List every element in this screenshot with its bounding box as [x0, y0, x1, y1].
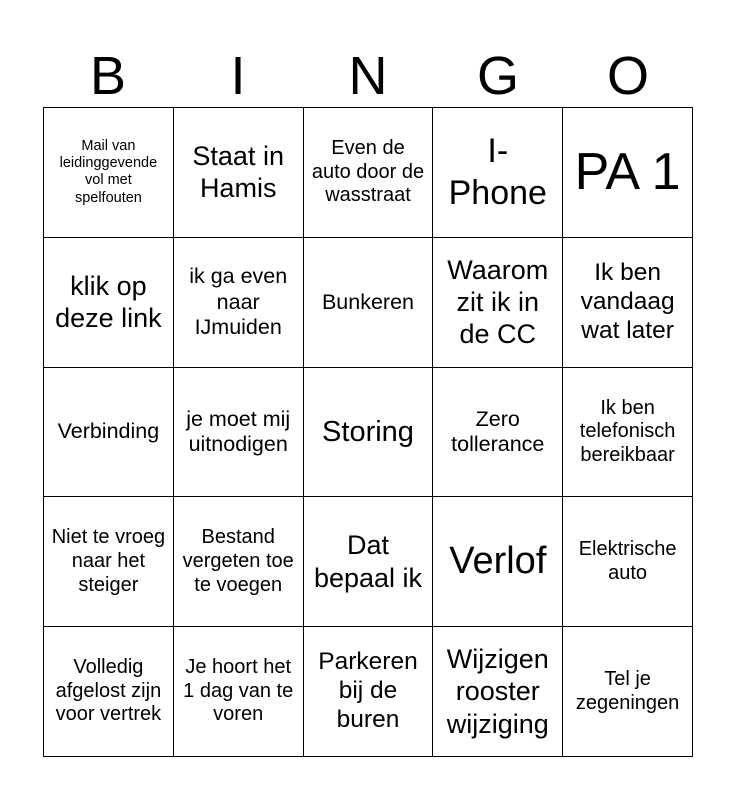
- bingo-cell[interactable]: Wijzigen rooster wijziging: [433, 627, 563, 757]
- bingo-header: [43, 45, 693, 107]
- header-letter-o: O: [606, 46, 649, 106]
- bingo-cell[interactable]: je moet mij uitnodigen: [174, 368, 304, 498]
- bingo-cell[interactable]: klik op deze link: [44, 238, 174, 368]
- bingo-cell[interactable]: Waarom zit ik in de CC: [433, 238, 563, 368]
- header-letter-g: G: [476, 46, 519, 106]
- bingo-cell[interactable]: Verlof: [433, 497, 563, 627]
- bingo-cell[interactable]: Staat in Hamis: [174, 108, 304, 238]
- bingo-cell[interactable]: I-Phone: [433, 108, 563, 238]
- bingo-cell[interactable]: Even de auto door de wasstraat: [304, 108, 434, 238]
- bingo-cell[interactable]: Zero tollerance: [433, 368, 563, 498]
- bingo-cell[interactable]: Niet te vroeg naar het steiger: [44, 497, 174, 627]
- bingo-cell[interactable]: Dat bepaal ik: [304, 497, 434, 627]
- bingo-cell[interactable]: Ik ben telefonisch bereikbaar: [563, 368, 693, 498]
- bingo-cell[interactable]: Bestand vergeten toe te voegen: [174, 497, 304, 627]
- bingo-card-grid: [43, 107, 693, 757]
- bingo-cell[interactable]: Parkeren bij de buren: [304, 627, 434, 757]
- bingo-cell[interactable]: Storing: [304, 368, 434, 498]
- bingo-cell[interactable]: Tel je zegeningen: [563, 627, 693, 757]
- bingo-cell[interactable]: Volledig afgelost zijn voor vertrek: [44, 627, 174, 757]
- bingo-cell[interactable]: Je hoort het 1 dag van te voren: [174, 627, 304, 757]
- bingo-cell[interactable]: Ik ben vandaag wat later: [563, 238, 693, 368]
- bingo-cell[interactable]: Mail van leidinggevende vol met spelfouten: [44, 108, 174, 238]
- bingo-cell[interactable]: PA 1: [563, 108, 693, 238]
- bingo-cell[interactable]: Bunkeren: [304, 238, 434, 368]
- bingo-cell[interactable]: Elektrische auto: [563, 497, 693, 627]
- bingo-cell[interactable]: Verbinding: [44, 368, 174, 498]
- header-letter-i: I: [230, 46, 246, 106]
- header-letter-b: B: [89, 46, 127, 106]
- header-letter-n: N: [348, 46, 388, 106]
- bingo-cell[interactable]: ik ga even naar IJmuiden: [174, 238, 304, 368]
